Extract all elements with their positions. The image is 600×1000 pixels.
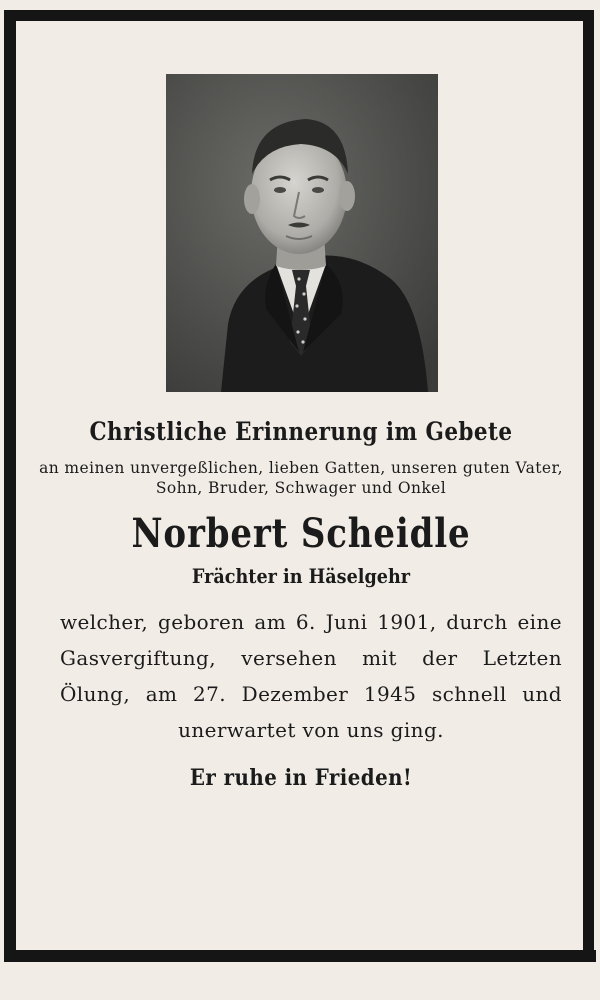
portrait-photo-drawing <box>166 74 438 392</box>
memorial-heading: Christliche Erinnerung im Gebete <box>89 417 513 446</box>
intro-text: an meinen unvergeßlichen, lieben Gatten, unseren guten Vater, Sohn, Bruder, Schwager und Onkel <box>39 459 563 497</box>
border-bottom <box>4 950 596 962</box>
closing-blessing: Er ruhe in Frieden! <box>189 765 413 791</box>
occupation-text: Frächter in Häselgehr <box>191 564 411 588</box>
border-top <box>14 10 594 21</box>
deceased-name: Norbert Scheidle <box>131 510 471 557</box>
border-left <box>4 10 16 962</box>
biography-text: welcher, geboren am 6. Juni 1901, durch eine Gasvergiftung, versehen mit der Letzten Ölung, am 27. Dezember 1945 schnell und unerwartet von uns ging. <box>60 610 562 742</box>
memorial-text <box>30 412 572 794</box>
portrait-photo <box>166 74 438 392</box>
border-right <box>583 10 594 962</box>
